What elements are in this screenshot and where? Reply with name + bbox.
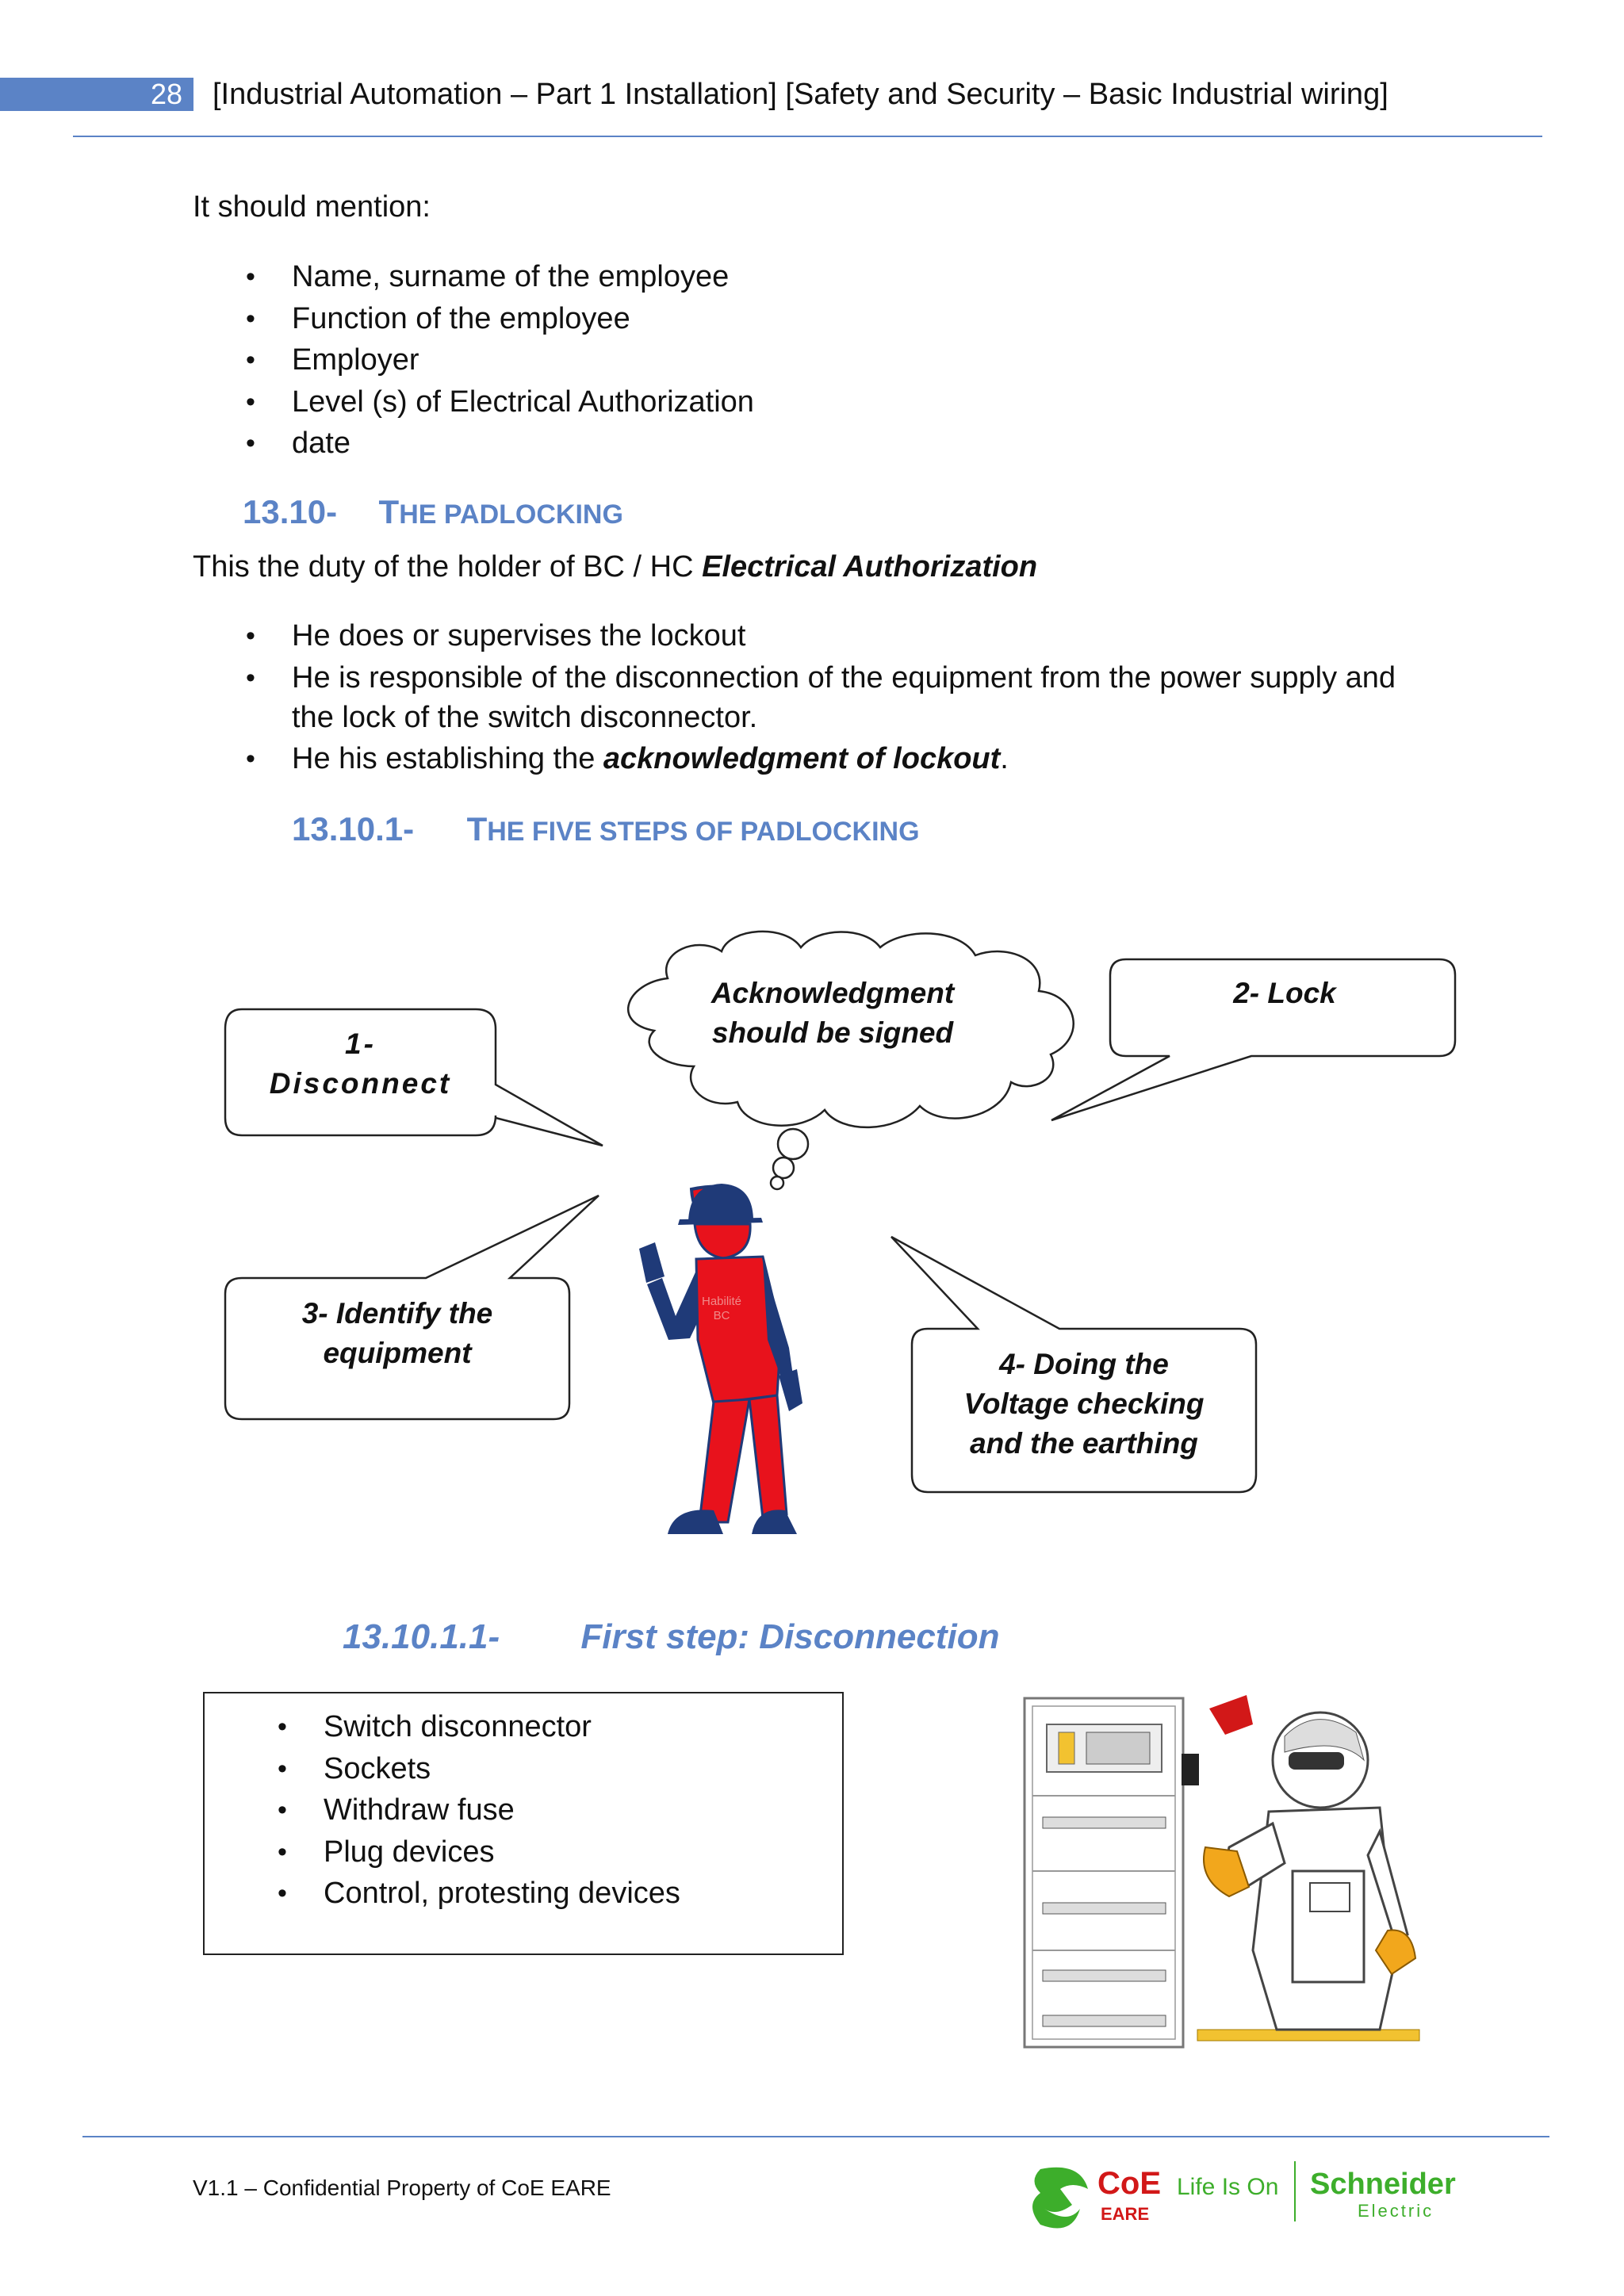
list-item: • He his establishing the acknowledgment of lockout. xyxy=(246,742,1009,775)
step1-label: 1- Disconnect xyxy=(269,1027,452,1100)
section-title: THE PADLOCKING xyxy=(378,493,623,530)
list-item: • Sockets xyxy=(324,1748,680,1790)
disconnection-list xyxy=(324,1706,680,1915)
section-heading-13-10-1-1 xyxy=(343,1617,999,1657)
step2-label: 2- Lock xyxy=(1233,977,1336,1009)
section-number: 13.10.1.1- xyxy=(343,1617,500,1656)
list-item: • Control, protesting devices xyxy=(324,1873,680,1915)
duty-paragraph: This the duty of the holder of BC / HC Electrical Authorization xyxy=(193,550,1038,584)
section-title: THE FIVE STEPS OF PADLOCKING xyxy=(466,810,920,848)
step3-label: 3- Identify the equipment xyxy=(301,1297,493,1369)
coe-label: CoE xyxy=(1097,2166,1161,2201)
thought-cloud xyxy=(628,932,1074,1189)
list-item: • date xyxy=(292,423,754,465)
logo-divider xyxy=(1294,2161,1296,2221)
worker-figure xyxy=(639,1184,802,1534)
list-item: • Function of the employee xyxy=(292,298,754,340)
header-title: [Industrial Automation – Part 1 Installation] [Safety and Security – Basic Industrial wiring] xyxy=(213,78,1388,111)
list-item: • Switch disconnector xyxy=(324,1706,680,1748)
list-item: • Level (s) of Electrical Authorization xyxy=(292,381,754,423)
list-item: • He does or supervises the lockout xyxy=(246,619,746,652)
step4-label: 4- Doing the Voltage checking and the earthing xyxy=(963,1348,1205,1460)
disconnection-box xyxy=(203,1692,844,1955)
schneider-label: Schneider xyxy=(1310,2168,1456,2201)
coe-eare-logo-icon xyxy=(1025,2161,1096,2233)
footer-logos xyxy=(1025,2161,1469,2233)
electric-label: Electric xyxy=(1358,2201,1434,2221)
list-item: • Withdraw fuse xyxy=(324,1789,680,1831)
list-item-continuation: the lock of the switch disconnector. xyxy=(292,701,758,734)
cloud-label: Acknowledgment should be signed xyxy=(710,977,955,1049)
section-number: 13.10.1- xyxy=(292,810,415,848)
page-number: 28 xyxy=(150,78,182,110)
section-number: 13.10- xyxy=(243,493,338,530)
list-item: • Name, surname of the employee xyxy=(292,256,754,298)
intro-text: It should mention: xyxy=(193,190,431,224)
list-item: • Plug devices xyxy=(324,1831,680,1873)
footer-rule xyxy=(82,2136,1549,2137)
electrician-illustration xyxy=(1015,1689,1427,2061)
list-item: • Employer xyxy=(292,339,754,381)
footer-text: V1.1 – Confidential Property of CoE EARE xyxy=(193,2175,611,2200)
section-title: First step: Disconnection xyxy=(580,1617,1000,1656)
list-item: • He is responsible of the disconnection of the equipment from the power supply and xyxy=(246,661,1396,695)
eare-label: EARE xyxy=(1101,2204,1150,2224)
worker-badge: Habilité BC xyxy=(701,1295,742,1322)
life-is-on-label: Life Is On xyxy=(1177,2174,1279,2200)
